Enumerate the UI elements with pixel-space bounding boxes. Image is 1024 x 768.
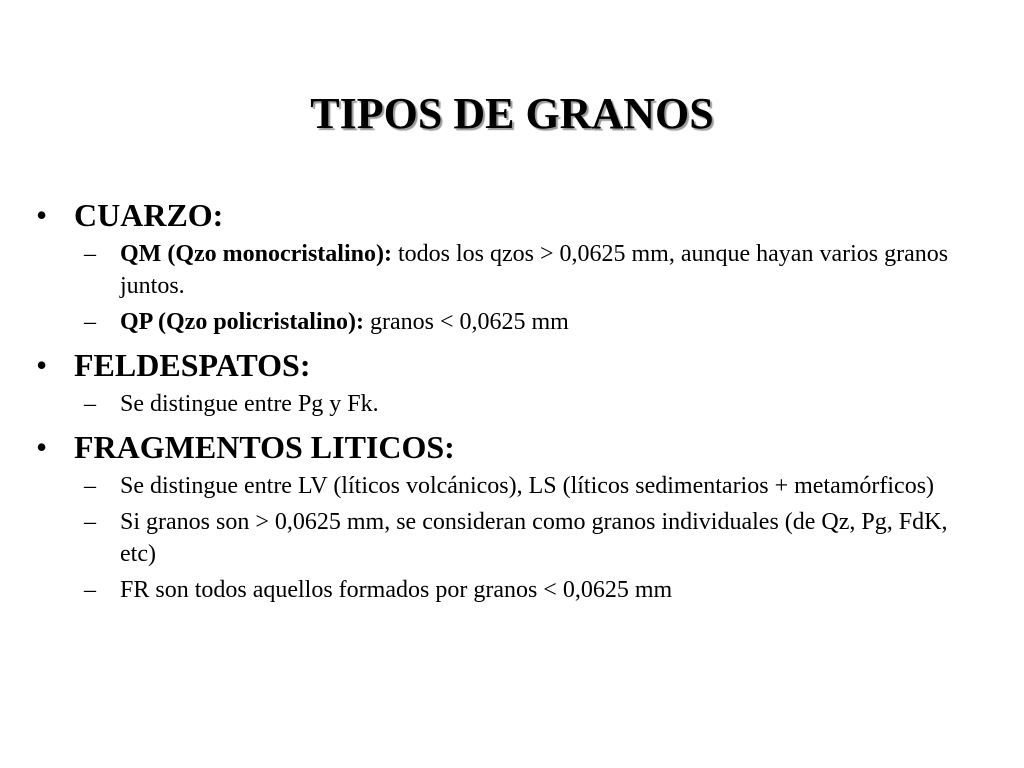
section-heading <box>36 424 976 470</box>
dash-icon: – <box>84 577 96 603</box>
section-heading <box>36 342 976 388</box>
bullet-list <box>36 192 976 610</box>
dash-icon: – <box>84 473 96 499</box>
item-lead: QM (Qzo monocristalino): <box>120 241 392 267</box>
section-feldespatos <box>36 342 976 420</box>
section-heading <box>36 192 976 238</box>
bullet-icon: • <box>36 197 48 233</box>
list-item <box>84 388 976 420</box>
sub-list <box>36 238 976 338</box>
list-item <box>84 306 976 338</box>
sub-list <box>36 470 976 606</box>
item-text: Si granos son > 0,0625 mm, se consideran como granos individuales (de Qz, Pg, FdK, etc) <box>120 509 948 567</box>
item-text: granos < 0,0625 mm <box>363 309 569 335</box>
list-item <box>84 470 976 502</box>
dash-icon: – <box>84 391 96 417</box>
item-text: todos los qzos > 0,0625 mm, aunque hayan varios granos juntos. <box>120 241 949 299</box>
item-text: FR son todos aquellos formados por granos < 0,0625 mm <box>120 577 673 603</box>
dash-icon: – <box>84 309 96 335</box>
bullet-icon: • <box>36 429 48 465</box>
section-fragmentos-liticos <box>36 424 976 606</box>
item-lead: QP (Qzo policristalino): <box>120 309 364 335</box>
section-heading-text: CUARZO: <box>74 197 224 233</box>
item-text: Se distingue entre LV (líticos volcánicos), LS (líticos sedimentarios + metamórficos) <box>120 473 935 499</box>
dash-icon: – <box>84 241 96 267</box>
list-item <box>84 238 976 302</box>
slide-title: TIPOS DE GRANOS <box>310 89 714 138</box>
sub-list <box>36 388 976 420</box>
section-cuarzo <box>36 192 976 338</box>
section-heading-text: FELDESPATOS: <box>74 347 311 383</box>
list-item <box>84 506 976 570</box>
bullet-icon: • <box>36 347 48 383</box>
section-heading-text: FRAGMENTOS LITICOS: <box>74 429 455 465</box>
item-text: Se distingue entre Pg y Fk. <box>120 391 379 417</box>
dash-icon: – <box>84 509 96 535</box>
list-item <box>84 574 976 606</box>
